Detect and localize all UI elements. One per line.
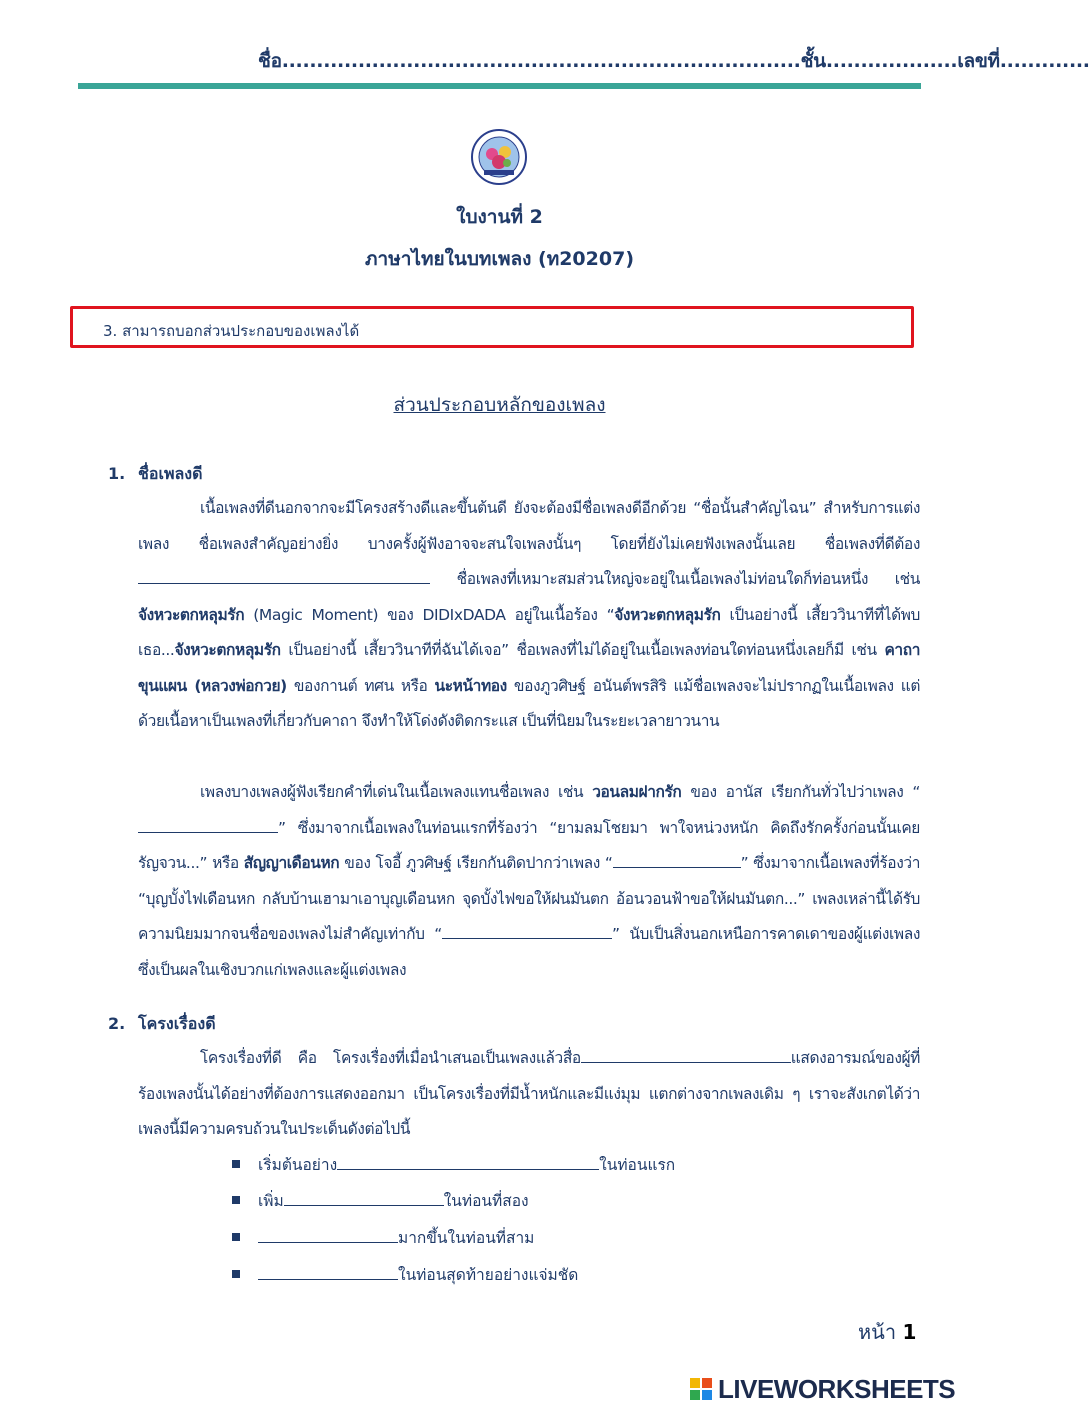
text-run: เพลงบางเพลงผู้ฟังเรียกคำที่เด่นในเนื้อเพลงแทนชื่อเพลง เช่น [200,783,593,801]
text-run: (Magic Moment) ของ DIDIxDADA อยู่ในเนื้อร้อง “ [244,605,615,624]
text-run: เริ่มต้นอย่าง [258,1156,338,1174]
bullet-icon [232,1233,240,1241]
liveworksheets-icon [690,1378,712,1400]
text-run: ชื่อเพลงที่เหมาะสมส่วนใหญ่จะอยู่ในเนื้อเพลงไม่ท่อนใดก็ท่อนหนึ่ง เช่น [430,570,920,588]
text-run: ” ซึ่งมาจากเนื้อเพลงในท่อนแรกที่ร้องว่า “ยามลมโชยมา พาใจหน่วงหนัก คิดถึงรักครั้งก่อนนั้นเคยรัญจวน...” หรือ [138,818,920,872]
school-emblem-icon [470,128,528,186]
page-number-value: 1 [902,1320,917,1344]
heading-text: โครงเรื่องดี [138,1014,216,1033]
answer-blank-3[interactable] [613,853,741,868]
subject-title: ภาษาไทยในบทเพลง (ท20207) [365,248,634,270]
answer-blank-6[interactable] [337,1155,599,1170]
paragraph-song-title-1 [138,491,920,740]
text-run: เป็นอย่างนี้ เสี้ยววินาทีที่ได้พบเธอ... [138,605,920,659]
text-run: ” นับเป็นสิ่งนอกเหนือการคาดเดาของผู้แต่งเพลงซึ่งเป็นผลในเชิงบวกแก่เพลงและผู้แต่งเพลง [138,925,920,979]
heading-number: 1. [108,464,126,483]
page-number [858,1316,916,1348]
worksheet-title: ใบงานที่ 2 [456,206,543,228]
text-run: มากขึ้นในท่อนที่สาม [398,1229,535,1247]
section-title: ส่วนประกอบหลักของเพลง [393,394,606,416]
name-label: ชื่อ [258,50,282,72]
song-name: จังหวะตกหลุมรัก [614,605,721,624]
text-run: ของ อานัส เรียกกันทั่วไปว่าเพลง “ [681,783,920,801]
song-name: จังหวะตกหลุมรัก [174,641,281,659]
text-run: ในท่อนสุดท้ายอย่างแจ่มชัด [398,1266,579,1284]
text-run: ของ โจอี้ ภูวศิษฐ์ เรียกกันติดปากว่าเพลง “ [339,854,613,872]
bullet-item [232,1262,578,1287]
text-run: ในท่อนที่สอง [443,1192,529,1210]
song-name: วอนลมฝากรัก [592,783,682,801]
text-run: โครงเรื่องที่ดี คือ โครงเรื่องที่เมื่อนำเสนอเป็นเพลงแล้วสื่อ [200,1049,581,1067]
answer-blank-1[interactable] [138,569,430,584]
page-label: หน้า [858,1320,897,1344]
answer-blank-8[interactable] [258,1228,398,1243]
number-field[interactable]: ............. [999,50,1090,72]
text-run: ในท่อนแรก [599,1156,676,1174]
bullet-icon [232,1270,240,1278]
text-run: ของกานต์ ทศน หรือ [286,676,435,695]
answer-blank-7[interactable] [284,1191,444,1206]
text-run: ” ซึ่งมาจากเนื้อเพลงที่ร้องว่า “บุญบั้งไฟเดือนหก กลับบ้านเฮามาเอาบุญเดือนหก จุดบั้งไฟขอให้ฝนมันตก อ้อนวอนฟ้าขอให้ฝนมันตก...” เพลงเหล่านี้ได้รับความนิยมมากจนชื่อของเพลงไม่สำคัญเท่ากับ “ [138,854,920,943]
heading-number: 2. [108,1014,126,1033]
text-run: แสดงอารมณ์ของผู้ที่ร้องเพลงนั้นได้อย่างที่ต้องการแสดงออกมา เป็นโครงเรื่องที่มีน้ำหนักและมีแง่มุม แตกต่างจากเพลงเดิม ๆ เราจะสังเกตได้ว่าเพลงนี้มีความครบถ้วนในประเด็นดังต่อไปนี้ [138,1049,920,1138]
bullet-icon [232,1196,240,1204]
text-run: เนื้อเพลงที่ดีนอกจากจะมีโครงสร้างดีและขึ้นต้นดี ยังจะต้องมีชื่อเพลงดีอีกด้วย “ชื่อนั้นสำคัญไฉน” สำหรับการแต่งเพลง ชื่อเพลงสำคัญอย่างยิ่ง บางครั้งผู้ฟังอาจจะสนใจเพลงนั้นๆ โดยที่ยังไม่เคยฟังเพลงนั้นเลย ชื่อเพลงที่ดีต้อง [138,499,920,553]
song-name: สัญญาเดือนหก [243,854,340,872]
liveworksheets-brand: LIVEWORKSHEETS [718,1374,956,1404]
song-name: นะหน้าทอง [434,676,507,695]
bullet-item [232,1152,675,1177]
header-rule [78,83,921,89]
student-info-line [258,46,1090,76]
objective-box [70,306,914,348]
heading-text: ชื่อเพลงดี [138,464,203,483]
text-run: เพิ่ม [258,1192,284,1210]
paragraph-song-title-2 [138,775,920,988]
class-field[interactable]: ................... [825,50,958,72]
number-label: เลขที่ [957,50,1000,72]
answer-blank-9[interactable] [258,1265,398,1280]
name-field[interactable]: ........................................................................... [281,50,801,72]
song-name: จังหวะตกหลุมรัก [138,605,245,624]
bullet-item [232,1188,529,1213]
paragraph-plot [138,1041,920,1148]
bullet-icon [232,1160,240,1168]
bullet-item [232,1225,534,1250]
answer-blank-5[interactable] [581,1048,791,1063]
class-label: ชั้น [800,50,826,72]
answer-blank-2[interactable] [138,818,278,833]
song-name: คาถาขุนแผน (หลวงพ่อกวย) [138,641,920,695]
answer-blank-4[interactable] [442,924,612,939]
objective-text: 3. สามารถบอกส่วนประกอบของเพลงได้ [103,322,360,340]
liveworksheets-logo[interactable] [690,1374,990,1404]
heading-plot [108,1012,216,1037]
text-run: เป็นอย่างนี้ เสี้ยววินาทีที่ฉันได้เจอ” ชื่อเพลงที่ไม่ได้อยู่ในเนื้อเพลงท่อนใดท่อนหนึ่งเลยก็มี เช่น [280,641,885,659]
heading-song-title [108,462,203,487]
text-run: ของภูวศิษฐ์ อนันต์พรสิริ แม้ชื่อเพลงจะไม่ปรากฏในเนื้อเพลง แต่ด้วยเนื้อหาเป็นเพลงที่เกี่ยวกับคาถา จึงทำให้โด่งดังติดกระแส เป็นที่นิยมในระยะเวลายาวนาน [138,676,921,730]
